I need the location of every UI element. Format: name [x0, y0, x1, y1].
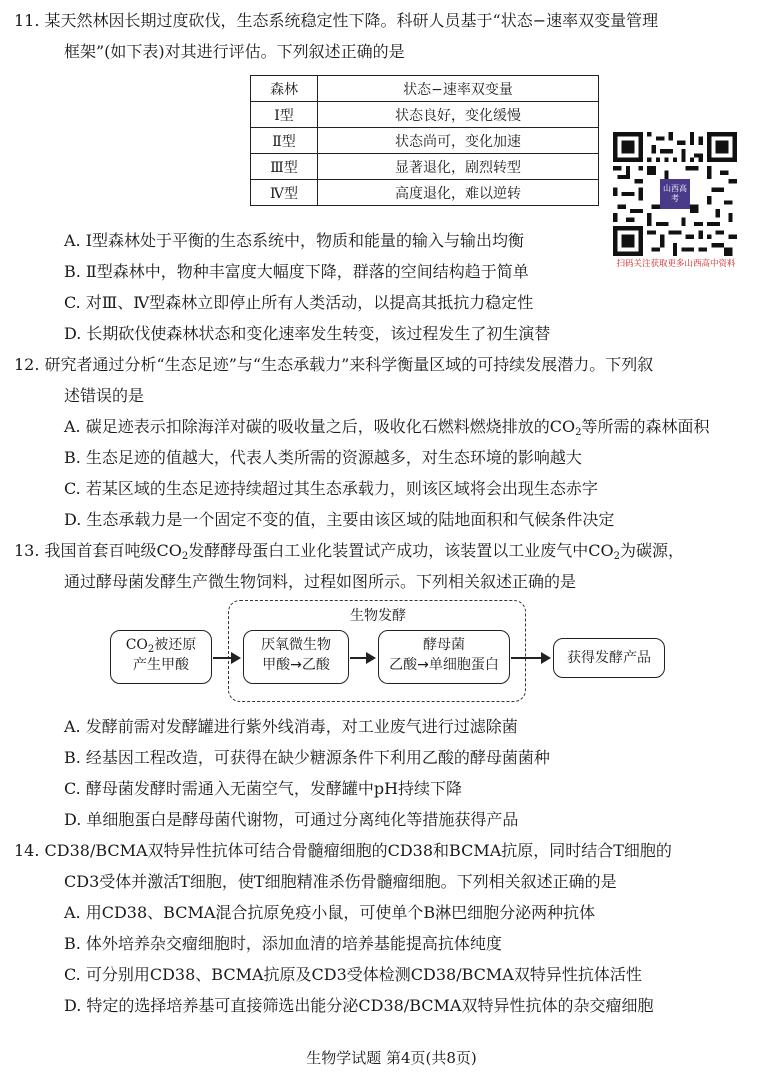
q11-option-b: B. Ⅱ型森林中，物种丰富度大幅度下降，群落的空间结构趋于简单 [64, 262, 529, 281]
flow-box-product: 获得发酵产品 [553, 638, 665, 678]
q13-option-a: A. 发酵前需对发酵罐进行紫外线消毒，对工业废气进行过滤除菌 [64, 717, 518, 736]
table-cell: 状态尚可，变化加速 [318, 128, 599, 154]
flow-box-yeast: 酵母菌 乙酸→单细胞蛋白 [378, 630, 510, 684]
q14-option-d: D. 特定的选择培养基可直接筛选出能分泌CD38/BCMA双特异性抗体的杂交瘤细胞 [64, 996, 654, 1015]
q14-option-a: A. 用CD38、BCMA混合抗原免疫小鼠，可使单个B淋巴细胞分泌两种抗体 [64, 903, 596, 922]
q11-table [250, 75, 599, 206]
q13-flow-diagram [110, 600, 670, 704]
table-cell: 显著退化，剧烈转型 [318, 154, 599, 180]
flow-box-anaerobe: 厌氧微生物 甲酸→乙酸 [243, 630, 349, 684]
q14-option-c: C. 可分别用CD38、BCMA抗原及CD3受体检测CD38/BCMA双特异性抗体活性 [64, 965, 642, 984]
flow-box-co2-reduction: $CO_2$被还原 产生甲酸 [110, 630, 212, 684]
q11-stem-line2: 框架”(如下表)对其进行评估。下列叙述正确的是 [64, 42, 405, 61]
flow-arrow [511, 657, 549, 659]
qr-caption: 扫码关注获取更多山西高中资料 [616, 259, 736, 269]
q11-option-a: A. Ⅰ型森林处于平衡的生态系统中，物质和能量的输入与输出均衡 [64, 231, 525, 250]
table-row [251, 128, 599, 154]
fermentation-group-label: 生物发酵 [350, 608, 406, 624]
arrow-right-icon: → [417, 657, 429, 673]
q14-option-b: B. 体外培养杂交瘤细胞时，添加血清的培养基能提高抗体纯度 [64, 934, 502, 953]
table-cell: Ⅰ型 [251, 102, 318, 128]
q12-stem-line2: 述错误的是 [64, 386, 145, 405]
table-row [251, 102, 599, 128]
q12-option-c: C. 若某区域的生态足迹持续超过其生态承载力，则该区域将会出现生态赤字 [64, 479, 598, 498]
table-cell: 状态良好，变化缓慢 [318, 102, 599, 128]
table-header-row [251, 76, 599, 102]
table-cell: Ⅱ型 [251, 128, 318, 154]
q13-stem-line2: 通过酵母菌发酵生产微生物饲料，过程如图所示。下列相关叙述正确的是 [64, 572, 577, 591]
arrow-right-icon: → [290, 657, 302, 673]
q12-stem-line1: 12. 研究者通过分析“生态足迹”与“生态承载力”来科学衡量区域的可持续发展潜力。下列叙 [14, 355, 654, 374]
table-header-cell: 状态−速率双变量 [318, 76, 599, 102]
qr-logo-text: 山西高考 [663, 184, 687, 203]
table-cell: Ⅲ型 [251, 154, 318, 180]
q12-option-a: A. 碳足迹表示扣除海洋对碳的吸收量之后，吸收化石燃料燃烧排放的$CO_2$等所需的森林面积 [64, 417, 710, 438]
q12-option-d: D. 生态承载力是一个固定不变的值，主要由该区域的陆地面积和气候条件决定 [64, 510, 615, 529]
q12-option-b: B. 生态足迹的值越大，代表人类所需的资源越多，对生态环境的影响越大 [64, 448, 582, 467]
q11-option-d: D. 长期砍伐使森林状态和变化速率发生转变，该过程发生了初生演替 [64, 324, 551, 343]
table-row [251, 180, 599, 206]
q13-option-c: C. 酵母菌发酵时需通入无菌空气，发酵罐中pH持续下降 [64, 779, 463, 798]
flow-arrow [213, 657, 239, 659]
q14-stem-line1: 14. CD38/BCMA双特异性抗体可结合骨髓瘤细胞的CD38和BCMA抗原，同时结合T细胞的 [14, 841, 672, 860]
q13-stem-line1: 13. 我国首套百吨级$CO_2$发酵酵母蛋白工业化装置试产成功，该装置以工业废气中$CO_2$为碳源， [14, 541, 685, 562]
table-cell: Ⅳ型 [251, 180, 318, 206]
table-row [251, 154, 599, 180]
table-header-cell: 森林 [251, 76, 318, 102]
page-footer: 生物学试题 第4页(共8页) [306, 1049, 477, 1067]
q11-stem-line1: 11. 某天然林因长期过度砍伐，生态系统稳定性下降。科研人员基于“状态−速率双变量管理 [14, 11, 659, 30]
q13-option-d: D. 单细胞蛋白是酵母菌代谢物，可通过分离纯化等措施获得产品 [64, 810, 519, 829]
flow-arrow [350, 657, 374, 659]
table-cell: 高度退化，难以逆转 [318, 180, 599, 206]
q13-option-b: B. 经基因工程改造，可获得在缺少糖源条件下利用乙酸的酵母菌菌种 [64, 748, 550, 767]
q11-option-c: C. 对Ⅲ、Ⅳ型森林立即停止所有人类活动，以提高其抵抗力稳定性 [64, 293, 534, 312]
q14-stem-line2: CD3受体并激活T细胞，使T细胞精准杀伤骨髓瘤细胞。下列相关叙述正确的是 [64, 872, 617, 891]
